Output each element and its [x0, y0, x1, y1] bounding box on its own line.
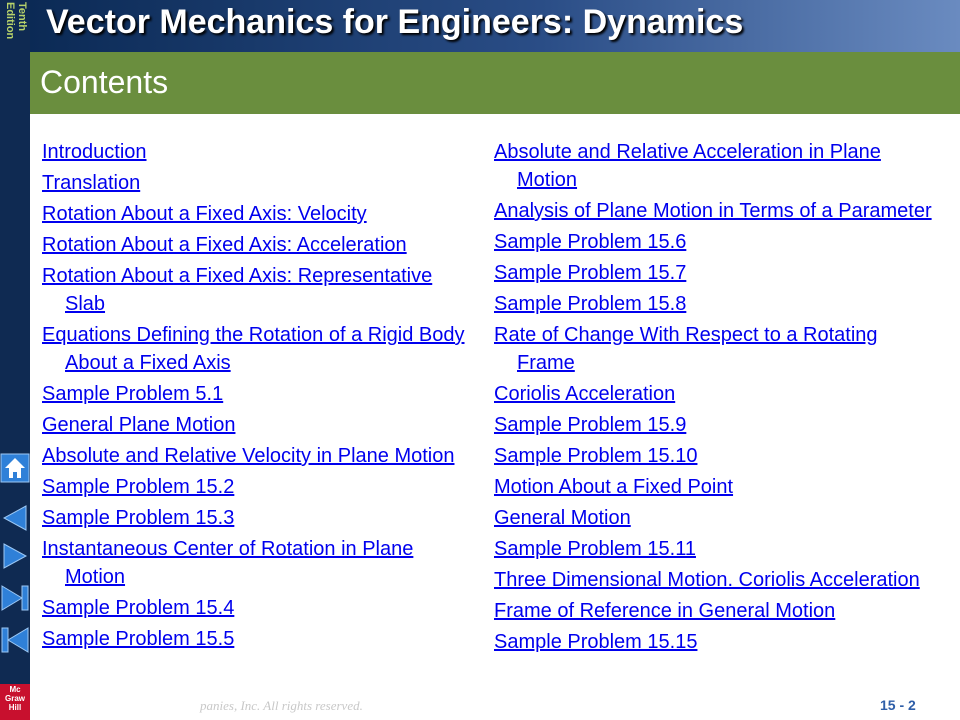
home-icon[interactable] — [0, 452, 30, 484]
toc-link-rotating-frame[interactable]: Rate of Change With Respect to a Rotating Frame — [494, 324, 878, 374]
toc-link-sample-problem-15-3[interactable]: Sample Problem 15.3 — [42, 507, 235, 529]
toc-link-three-dimensional-motion[interactable]: Three Dimensional Motion. Coriolis Acceleration — [494, 569, 920, 591]
toc-link-general-plane-motion[interactable]: General Plane Motion — [42, 414, 236, 436]
section-band — [30, 52, 960, 114]
book-title: Vector Mechanics for Engineers: Dynamics — [46, 3, 744, 41]
edition-label — [0, 2, 30, 58]
header-bar — [30, 0, 960, 52]
edition-line-1: Tenth — [16, 2, 28, 32]
toc-link-rotation-equations[interactable]: Equations Defining the Rotation of a Rigid Body About a Fixed Axis — [42, 324, 465, 374]
left-sidebar — [0, 0, 30, 720]
toc-link-rotation-acceleration[interactable]: Rotation About a Fixed Axis: Acceleration — [42, 234, 407, 256]
toc-link-sample-problem-15-2[interactable]: Sample Problem 15.2 — [42, 476, 235, 498]
toc-link-sample-problem-15-7[interactable]: Sample Problem 15.7 — [494, 262, 687, 284]
toc-link-sample-problem-5-1[interactable]: Sample Problem 5.1 — [42, 383, 224, 405]
toc-link-sample-problem-15-9[interactable]: Sample Problem 15.9 — [494, 414, 687, 436]
copyright-notice: panies, Inc. All rights reserved. — [200, 698, 363, 713]
last-slide-icon[interactable] — [0, 582, 30, 614]
mcgraw-hill-logo — [0, 684, 30, 720]
toc-left-column — [42, 138, 472, 656]
toc-link-introduction[interactable]: Introduction — [42, 141, 147, 163]
slide-number: 15 - 2 — [880, 697, 916, 713]
toc-link-sample-problem-15-15[interactable]: Sample Problem 15.15 — [494, 631, 698, 653]
toc-link-rotation-velocity[interactable]: Rotation About a Fixed Axis: Velocity — [42, 203, 367, 225]
toc-link-sample-problem-15-4[interactable]: Sample Problem 15.4 — [42, 597, 235, 619]
toc-link-plane-motion-parameter[interactable]: Analysis of Plane Motion in Terms of a Parameter — [494, 200, 932, 222]
next-slide-icon[interactable] — [0, 540, 30, 572]
toc-link-absolute-relative-velocity[interactable]: Absolute and Relative Velocity in Plane Motion — [42, 445, 455, 467]
toc-link-sample-problem-15-10[interactable]: Sample Problem 15.10 — [494, 445, 698, 467]
toc-link-sample-problem-15-5[interactable]: Sample Problem 15.5 — [42, 628, 235, 650]
edition-line-2: Edition — [4, 2, 16, 40]
toc-link-frame-of-reference[interactable]: Frame of Reference in General Motion — [494, 600, 836, 622]
toc-link-instantaneous-center[interactable]: Instantaneous Center of Rotation in Plane Motion — [42, 538, 414, 588]
toc-link-motion-fixed-point[interactable]: Motion About a Fixed Point — [494, 476, 734, 498]
toc-link-general-motion[interactable]: General Motion — [494, 507, 631, 529]
toc-link-coriolis-acceleration[interactable]: Coriolis Acceleration — [494, 383, 676, 405]
first-slide-icon[interactable] — [0, 502, 30, 534]
toc-link-representative-slab[interactable]: Rotation About a Fixed Axis: Representative Slab — [42, 265, 433, 315]
toc-right-column — [494, 138, 934, 659]
logo-line-2: Graw — [4, 694, 25, 703]
logo-line-1: Mc — [9, 685, 21, 694]
logo-line-3: Hill — [8, 703, 22, 712]
toc-link-sample-problem-15-8[interactable]: Sample Problem 15.8 — [494, 293, 687, 315]
toc-link-sample-problem-15-11[interactable]: Sample Problem 15.11 — [494, 538, 696, 560]
toc-link-translation[interactable]: Translation — [42, 172, 141, 194]
previous-slide-icon[interactable] — [0, 624, 30, 656]
section-title: Contents — [40, 64, 169, 100]
toc-link-sample-problem-15-6[interactable]: Sample Problem 15.6 — [494, 231, 687, 253]
toc-link-absolute-relative-acceleration[interactable]: Absolute and Relative Acceleration in Plane Motion — [494, 141, 881, 191]
